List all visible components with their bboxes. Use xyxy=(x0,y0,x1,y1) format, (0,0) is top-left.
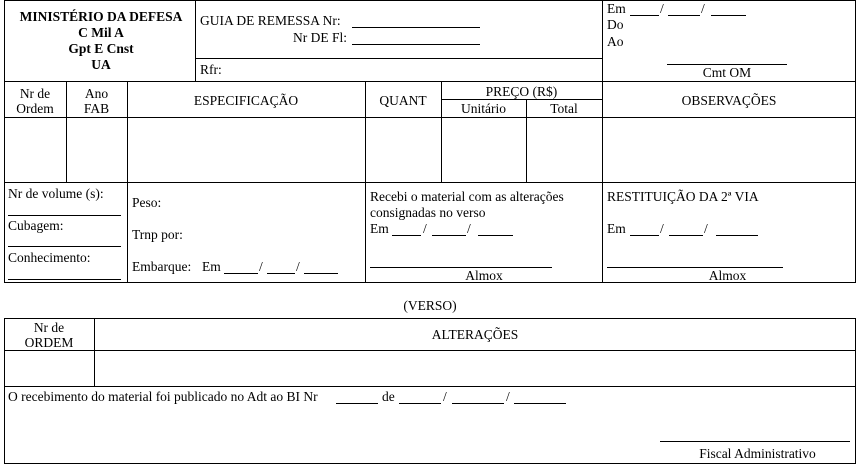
bi-sep-1: / xyxy=(443,389,447,404)
date-em-label: Em xyxy=(607,1,626,16)
verso-row-rule xyxy=(4,386,856,387)
cubagem-label: Cubagem: xyxy=(8,218,64,233)
col-especificacao: ESPECIFICAÇÃO xyxy=(193,93,299,108)
verso-header-rule xyxy=(4,350,856,351)
restituicao-month[interactable] xyxy=(669,235,703,236)
header-divider-left xyxy=(195,0,196,82)
org-unit: UA xyxy=(91,57,111,72)
col-observacoes: OBSERVAÇÕES xyxy=(681,93,777,108)
col-ano-2: FAB xyxy=(83,101,110,116)
embarque-day[interactable] xyxy=(224,273,258,274)
date-sep-2: / xyxy=(701,1,705,16)
embarque-sep-2: / xyxy=(296,259,300,274)
recebi-line-2: consignadas no verso xyxy=(370,205,486,220)
items-body-bottom xyxy=(4,182,856,183)
restituicao-em-label: Em xyxy=(607,221,626,236)
recebi-day[interactable] xyxy=(392,235,421,236)
trnp-por-label: Trnp por: xyxy=(132,227,183,242)
embarque-sep-1: / xyxy=(259,259,263,274)
col-preco: PREÇO (R$) xyxy=(485,84,558,99)
verso-nr-ordem-2: ORDEM xyxy=(24,335,74,350)
recebi-almox-label: Almox xyxy=(465,268,503,283)
date-ao-label: Ao xyxy=(607,34,624,49)
col-ano-1: Ano xyxy=(84,86,109,101)
header-rfr-rule xyxy=(195,58,603,59)
bi-year[interactable] xyxy=(514,403,566,404)
recebimento-text: O recebimento do material foi publicado no Adt ao BI Nr xyxy=(8,389,318,404)
col-nr-ordem-1: Nr de xyxy=(19,86,51,101)
restituicao-day[interactable] xyxy=(630,235,659,236)
guia-remessa-field[interactable] xyxy=(352,27,480,28)
bi-month[interactable] xyxy=(452,403,504,404)
col-total: Total xyxy=(550,101,578,116)
org-group: Gpt E Cnst xyxy=(68,41,134,56)
bi-sep-2: / xyxy=(506,389,510,404)
rfr-label: Rfr: xyxy=(200,62,222,77)
items-header-rule xyxy=(4,117,856,118)
conhecimento-label: Conhecimento: xyxy=(8,250,91,265)
recebi-em-label: Em xyxy=(370,221,389,236)
date-do-label: Do xyxy=(607,17,624,32)
nr-volume-label: Nr de volume (s): xyxy=(8,186,104,201)
embarque-label: Embarque: xyxy=(132,259,192,274)
cubagem-field[interactable] xyxy=(8,246,121,247)
bi-nr-field[interactable] xyxy=(336,403,378,404)
nr-volume-field[interactable] xyxy=(8,215,121,216)
col-unitario: Unitário xyxy=(461,101,506,116)
col-quant: QUANT xyxy=(379,93,427,108)
recebi-year[interactable] xyxy=(478,235,513,236)
verso-title: (VERSO) xyxy=(403,298,457,313)
restituicao-sep-1: / xyxy=(660,221,664,236)
preco-sub-rule xyxy=(441,99,603,100)
org-command: C Mil A xyxy=(78,25,124,40)
header-bottom-rule xyxy=(4,81,856,82)
restituicao-label: RESTITUIÇÃO DA 2ª VIA xyxy=(607,189,759,204)
bottom-div-2 xyxy=(365,182,366,283)
embarque-month[interactable] xyxy=(267,273,295,274)
date-em-day[interactable] xyxy=(630,15,659,16)
recebi-line-1: Recebi o material com as alterações xyxy=(370,189,564,204)
recebi-sep-2: / xyxy=(467,221,471,236)
recebimento-de-label: de xyxy=(382,389,395,404)
fiscal-signature-line[interactable] xyxy=(660,441,850,442)
nr-fl-label: Nr DE Fl: xyxy=(293,30,347,45)
bi-day[interactable] xyxy=(399,403,441,404)
bottom-div-3 xyxy=(602,182,603,283)
recebi-sep-1: / xyxy=(423,221,427,236)
restituicao-year[interactable] xyxy=(716,235,758,236)
date-sep-1: / xyxy=(660,1,664,16)
cmt-om-label: Cmt OM xyxy=(702,65,752,80)
embarque-em-label: Em xyxy=(202,259,221,274)
conhecimento-field[interactable] xyxy=(8,279,121,280)
date-em-month[interactable] xyxy=(668,15,700,16)
org-name: MINISTÉRIO DA DEFESA xyxy=(19,9,183,24)
guia-remessa-label: GUIA DE REMESSA Nr: xyxy=(200,13,341,28)
col-nr-ordem-2: Ordem xyxy=(16,101,54,116)
restituicao-almox-label: Almox xyxy=(708,268,747,283)
header-divider-right xyxy=(602,0,603,82)
peso-label: Peso: xyxy=(132,195,162,210)
recebi-month[interactable] xyxy=(432,235,466,236)
verso-nr-ordem-1: Nr de xyxy=(33,320,65,335)
date-em-year[interactable] xyxy=(711,15,746,16)
nr-fl-field[interactable] xyxy=(352,44,480,45)
embarque-year[interactable] xyxy=(304,273,338,274)
restituicao-sep-2: / xyxy=(704,221,708,236)
fiscal-label: Fiscal Administrativo xyxy=(699,446,816,461)
verso-alteracoes: ALTERAÇÕES xyxy=(431,327,519,342)
bottom-div-1 xyxy=(127,182,128,283)
